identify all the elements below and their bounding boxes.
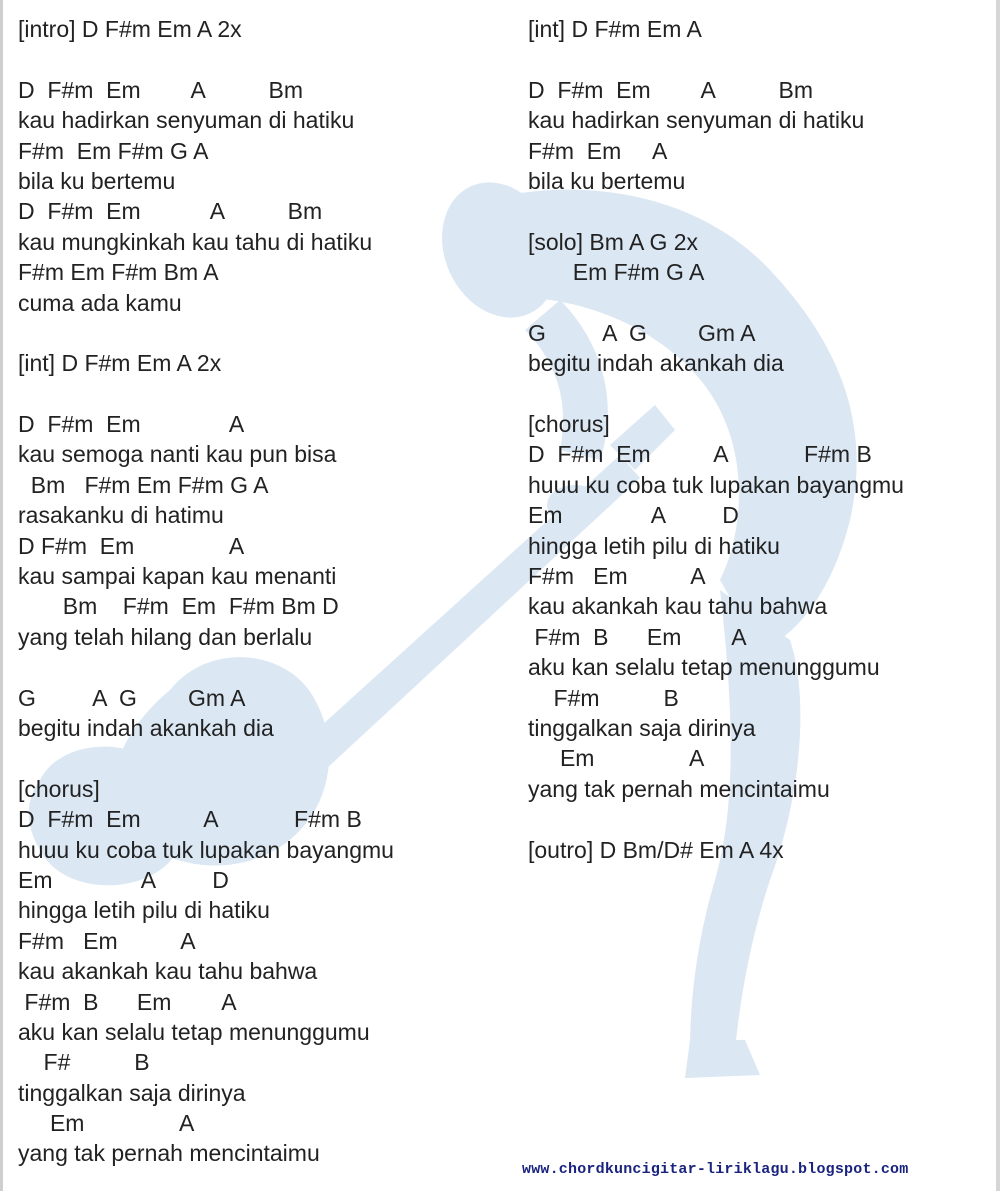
lyric-line: begitu indah akankah dia bbox=[18, 714, 274, 741]
lyric-line: [int] D F#m Em A bbox=[528, 16, 702, 42]
lyric-line: Em A bbox=[528, 745, 705, 772]
lyrics-column-left bbox=[18, 14, 498, 1169]
lyric-line: Em A D bbox=[528, 502, 739, 529]
lyric-line: D F#m Em A bbox=[18, 411, 245, 438]
lyric-line: G A G Gm A bbox=[18, 684, 246, 711]
blank-line bbox=[18, 318, 498, 348]
lyric-line: Bm F#m Em F#m G A bbox=[18, 471, 269, 498]
lyric-line: [solo] Bm A G 2x bbox=[528, 228, 699, 255]
lyric-line: [intro] D F#m Em A 2x bbox=[18, 16, 242, 42]
lyric-line: F#m Em A bbox=[528, 563, 706, 590]
lyric-line: kau mungkinkah kau tahu di hatiku bbox=[18, 228, 373, 255]
lyric-line: kau hadirkan senyuman di hatiku bbox=[528, 107, 865, 134]
lyric-line: tinggalkan saja dirinya bbox=[528, 714, 756, 741]
lyric-line: bila ku bertemu bbox=[18, 167, 176, 194]
lyric-line: [chorus] bbox=[528, 411, 610, 438]
lyric-line: F#m B Em A bbox=[18, 988, 237, 1015]
lyric-line: kau akankah kau tahu bahwa bbox=[18, 958, 318, 985]
blank-line bbox=[18, 44, 498, 74]
lyric-line: [int] D F#m Em A 2x bbox=[18, 350, 222, 377]
lyric-line: kau hadirkan senyuman di hatiku bbox=[18, 107, 355, 134]
blank-line bbox=[18, 379, 498, 409]
blank-line bbox=[528, 288, 978, 318]
lyric-line: cuma ada kamu bbox=[18, 289, 182, 316]
lyric-line: G A G Gm A bbox=[528, 319, 756, 346]
lyric-line: yang tak pernah mencintaimu bbox=[528, 775, 830, 802]
lyric-line: D F#m Em A Bm bbox=[18, 198, 323, 225]
lyric-line: Bm F#m Em F#m Bm D bbox=[18, 593, 339, 620]
lyric-line: kau akankah kau tahu bahwa bbox=[528, 593, 828, 620]
lyric-line: F#m Em A bbox=[528, 137, 668, 164]
blank-line bbox=[18, 743, 498, 773]
lyric-line: D F#m Em A F#m B bbox=[528, 441, 872, 468]
lyric-line: yang telah hilang dan berlalu bbox=[18, 623, 313, 650]
lyric-line: F#m B Em A bbox=[528, 623, 747, 650]
lyric-line: F# B bbox=[18, 1049, 150, 1076]
lyric-line: huuu ku coba tuk lupakan bayangmu bbox=[528, 471, 904, 498]
lyrics-column-right bbox=[528, 14, 978, 865]
lyric-line: hingga letih pilu di hatiku bbox=[18, 897, 270, 924]
lyric-line: [outro] D Bm/D# Em A 4x bbox=[528, 836, 784, 863]
lyric-line: D F#m Em A Bm bbox=[528, 76, 813, 103]
lyric-line: bila ku bertemu bbox=[528, 167, 686, 194]
blank-line bbox=[528, 196, 978, 226]
lyric-line: rasakanku di hatimu bbox=[18, 502, 224, 529]
lyric-line: kau sampai kapan kau menanti bbox=[18, 563, 337, 590]
blank-line bbox=[528, 44, 978, 74]
lyric-line: aku kan selalu tetap menunggumu bbox=[18, 1018, 370, 1045]
lyric-line: F#m Em F#m G A bbox=[18, 137, 209, 164]
lyric-line: F#m Em A bbox=[18, 927, 196, 954]
lyric-line: tinggalkan saja dirinya bbox=[18, 1079, 246, 1106]
lyric-line: Em F#m G A bbox=[528, 259, 705, 286]
lyric-line: D F#m Em A Bm bbox=[18, 76, 303, 103]
lyric-line: F#m Em F#m Bm A bbox=[18, 259, 219, 286]
blank-line bbox=[18, 652, 498, 682]
lyric-line: hingga letih pilu di hatiku bbox=[528, 532, 780, 559]
lyric-line: begitu indah akankah dia bbox=[528, 350, 784, 377]
lyric-line: aku kan selalu tetap menunggumu bbox=[528, 654, 880, 681]
lyric-line: huuu ku coba tuk lupakan bayangmu bbox=[18, 836, 394, 863]
lyric-line: yang tak pernah mencintaimu bbox=[18, 1140, 320, 1167]
lyric-line: F#m B bbox=[528, 684, 679, 711]
lyric-line: Em A bbox=[18, 1110, 195, 1137]
lyric-line: D F#m Em A F#m B bbox=[18, 806, 362, 833]
lyric-line: [chorus] bbox=[18, 775, 100, 802]
site-url: www.chordkuncigitar-liriklagu.blogspot.com bbox=[522, 1161, 909, 1178]
blank-line bbox=[528, 804, 978, 834]
blank-line bbox=[528, 379, 978, 409]
lyric-line: kau semoga nanti kau pun bisa bbox=[18, 441, 337, 468]
lyric-line: D F#m Em A bbox=[18, 532, 245, 559]
lyric-line: Em A D bbox=[18, 866, 229, 893]
